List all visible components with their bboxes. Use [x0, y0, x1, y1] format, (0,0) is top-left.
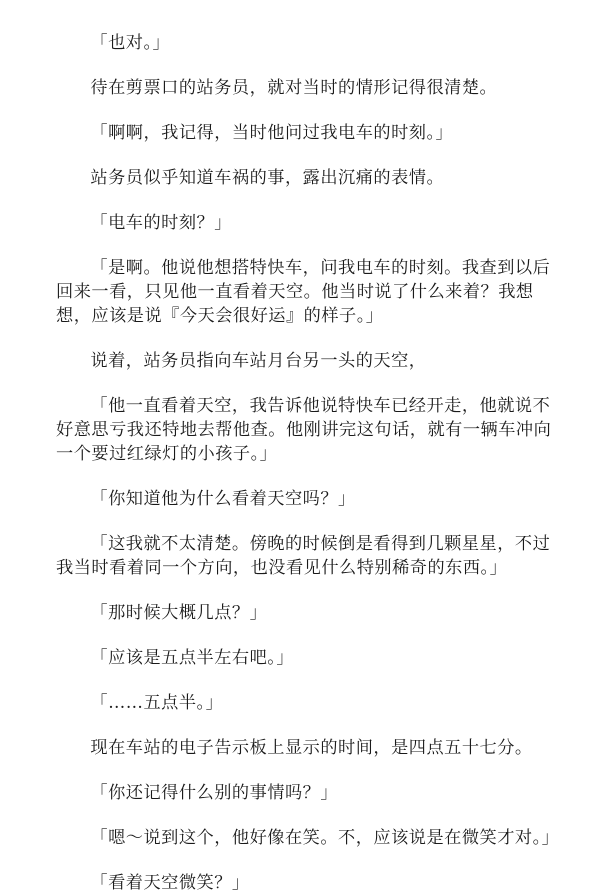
paragraph-13: 「……五点半。」	[90, 693, 224, 713]
paragraph-10: 「这我就不太清楚。傍晚的时候倒是看得到几颗星星，不过我当时看着同一个方向，也没看见什么特别稀奇的东西。」	[56, 534, 551, 578]
paragraph-14: 现在车站的电子告示板上显示的时间，是四点五十七分。	[90, 738, 533, 758]
paragraph-7: 说着，站务员指向车站月台另一头的天空，	[90, 351, 427, 371]
paragraph-17: 「看着天空微笑？」	[90, 873, 250, 893]
paragraph-1: 「也对。」	[90, 33, 171, 53]
paragraph-16: 「嗯～说到这个，他好像在笑。不，应该说是在微笑才对。」	[90, 828, 560, 848]
paragraph-6: 「是啊。他说他想搭特快车，问我电车的时刻。我查到以后回来一看，只见他一直看着天空。他当时说了什么来着？我想想，应该是说『今天会很好运』的样子。」	[56, 258, 551, 326]
paragraph-12: 「应该是五点半左右吧。」	[90, 648, 295, 668]
paragraph-9: 「你知道他为什么看着天空吗？」	[90, 489, 356, 509]
paragraph-4: 站务员似乎知道车祸的事，露出沉痛的表情。	[90, 168, 445, 188]
paragraph-2: 待在剪票口的站务员，就对当时的情形记得很清楚。	[90, 78, 498, 98]
paragraph-15: 「你还记得什么别的事情吗？」	[90, 783, 339, 803]
paragraph-8: 「他一直看着天空，我告诉他说特快车已经开走，他就说不好意思亏我还特地去帮他查。他刚讲完这句话，就有一辆车冲向一个要过红绿灯的小孩子。」	[56, 396, 552, 464]
paragraph-11: 「那时候大概几点？」	[90, 603, 268, 623]
paragraph-5: 「电车的时刻？」	[90, 213, 232, 233]
paragraph-3: 「啊啊，我记得，当时他问过我电车的时刻。」	[90, 123, 454, 143]
